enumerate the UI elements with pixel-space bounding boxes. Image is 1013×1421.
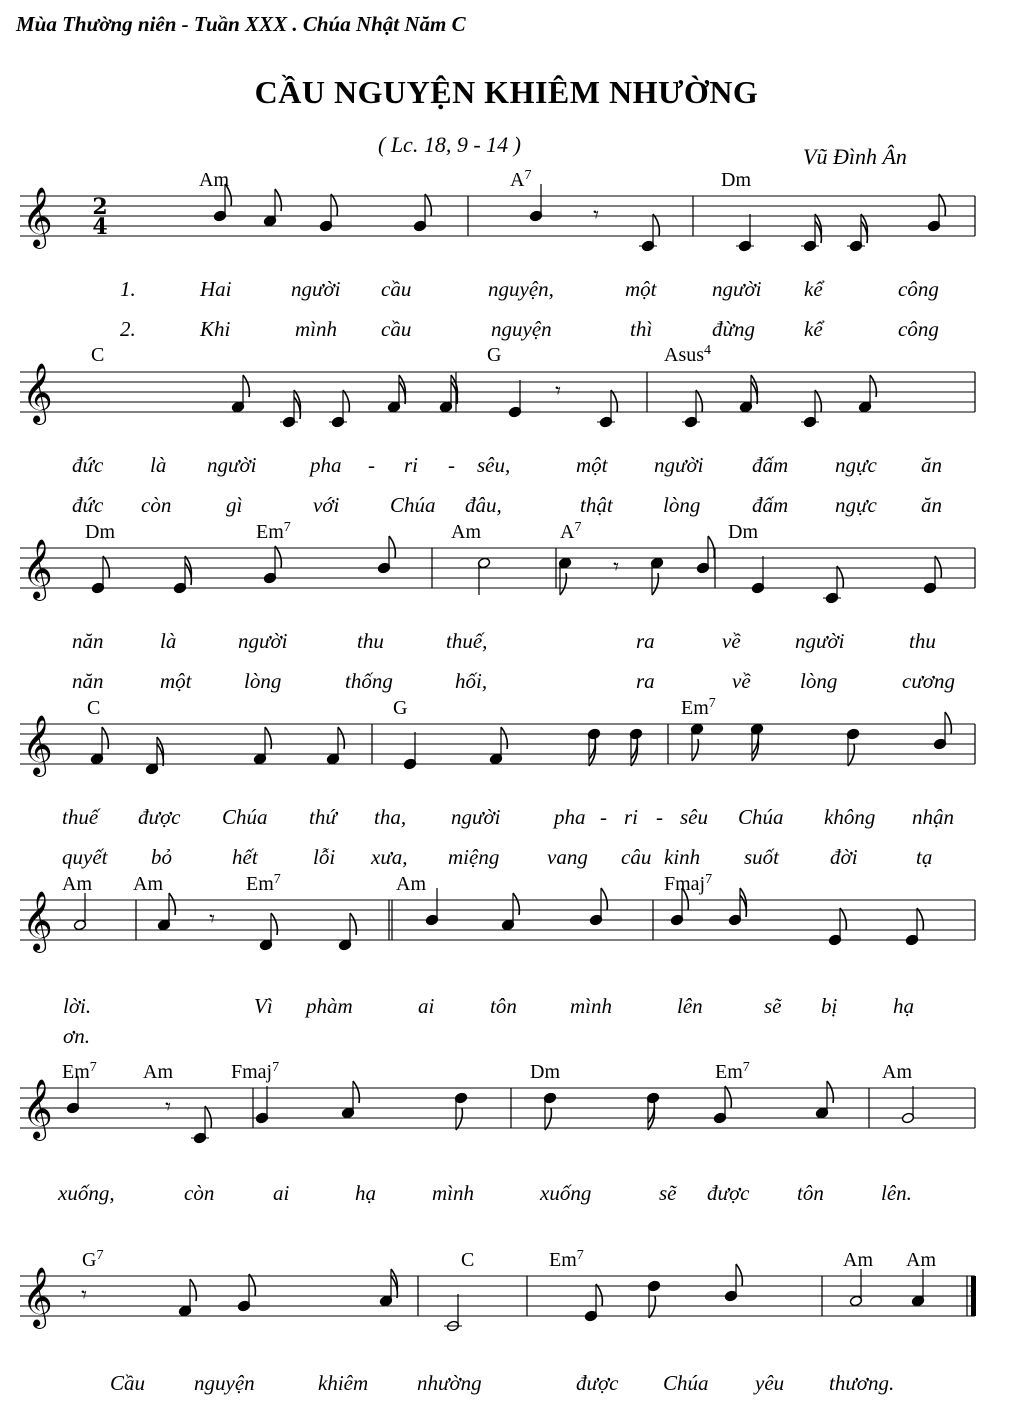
note-flag	[870, 375, 876, 397]
lyric-syllable: một	[625, 277, 657, 301]
chord-symbol: Fmaj$^7$	[664, 872, 713, 895]
lyric-syllable: đức	[72, 453, 104, 477]
lyric-syllable: Khi	[200, 317, 231, 341]
lyric-syllable: về	[722, 629, 741, 653]
note-flag	[939, 194, 945, 216]
chord-symbol: Em$^7$	[246, 872, 281, 895]
lyric-syllable: đời	[830, 845, 858, 869]
lyric-syllable: pha	[310, 453, 342, 477]
lyric-syllable: lên.	[881, 1181, 912, 1205]
lyric-syllable: lòng	[663, 493, 701, 517]
time-signature-bottom: 4	[92, 214, 108, 240]
lyric-syllable: ngực	[835, 493, 877, 517]
lyric-syllable: suốt	[744, 845, 780, 869]
lyric-syllable: -	[656, 805, 663, 829]
lyric-syllable: gì	[226, 493, 243, 517]
lyric-syllable: bị	[821, 994, 838, 1018]
lyric-syllable: thống	[345, 669, 393, 693]
chord-symbol: Dm	[728, 521, 758, 543]
lyric-syllable: ra	[636, 629, 655, 653]
eighth-rest: 𝄾	[593, 203, 599, 228]
lyric-syllable: còn	[184, 1181, 215, 1205]
eighth-rest: 𝄾	[555, 379, 561, 404]
lyric-syllable: mình	[432, 1181, 474, 1205]
chord-symbol: Asus$^4$	[664, 343, 712, 366]
eighth-rest: 𝄾	[970, 1283, 976, 1308]
lyric-syllable: hạ	[355, 1181, 376, 1205]
lyric-syllable: lời.	[63, 994, 92, 1018]
treble-clef: 𝄞	[22, 187, 53, 247]
lyric-syllable: Hai	[200, 277, 232, 301]
lyric-syllable: người	[238, 629, 288, 653]
note-flag	[190, 1279, 196, 1301]
lyric-syllable: người	[654, 453, 704, 477]
note-flag	[350, 913, 356, 935]
note-flag	[275, 546, 281, 568]
lyric-syllable: yêu	[755, 1371, 785, 1395]
lyric-syllable: sẽ	[764, 994, 782, 1018]
lyric-syllable: thuế,	[446, 629, 488, 653]
chord-symbol: Am	[396, 873, 426, 895]
lyric-syllable: nguyện	[491, 317, 552, 341]
chord-symbol: Em$^7$	[256, 520, 291, 543]
scripture-reference: ( Lc. 18, 9 - 14 )	[378, 132, 521, 157]
lyric-syllable: còn	[141, 493, 172, 517]
lyric-syllable: Vì	[254, 994, 273, 1018]
lyric-syllable: đấm	[752, 493, 789, 517]
song-title: CẦU NGUYỆN KHIÊM NHƯỜNG	[254, 74, 759, 110]
chord-symbol: G	[393, 697, 408, 719]
lyric-syllable: công	[898, 317, 939, 341]
chord-symbol: C	[461, 1249, 475, 1271]
lyric-syllable: người	[207, 453, 257, 477]
lyric-syllable: một	[160, 669, 192, 693]
chord-symbol: $A^7$	[510, 168, 532, 191]
lyric-syllable: đâu,	[465, 493, 502, 517]
lyric-syllable: ngực	[835, 453, 877, 477]
chord-symbol: Am	[143, 1061, 173, 1083]
chord-symbol: Am	[843, 1249, 873, 1271]
staff-system-3	[20, 536, 975, 604]
lyric-syllable: là	[150, 453, 167, 477]
lyric-syllable: đấm	[752, 453, 789, 477]
note-flag	[560, 573, 566, 595]
lyric-syllable: người	[712, 277, 762, 301]
lyric-syllable: -	[448, 453, 455, 477]
treble-clef: 𝄞	[22, 715, 53, 775]
note-flag	[815, 390, 821, 412]
note-flag	[103, 556, 109, 578]
note-flag	[205, 1106, 211, 1128]
lyric-syllable: ra	[636, 669, 655, 693]
lyric-syllable: mình	[295, 317, 337, 341]
lyric-syllable: tôn	[797, 1181, 824, 1205]
lyric-syllable: được	[707, 1181, 750, 1205]
lyric-syllable: 1.	[120, 277, 136, 301]
treble-clef: 𝄞	[22, 891, 53, 951]
lyric-syllable: cương	[902, 669, 955, 693]
note-flag	[545, 1108, 551, 1130]
note-flag	[102, 727, 108, 749]
note-flag	[249, 1274, 255, 1296]
lyric-syllable: là	[160, 629, 177, 653]
lyric-syllable: sẽ	[659, 1181, 677, 1205]
chord-symbol: G	[487, 344, 502, 366]
lyric-syllable: pha	[554, 805, 586, 829]
note-flag	[827, 1081, 833, 1103]
time-signature-top: 2	[92, 194, 108, 220]
chord-symbol: Fmaj$^7$	[231, 1060, 280, 1083]
lyric-syllable: xuống,	[58, 1181, 115, 1205]
note-flag	[425, 194, 431, 216]
lyric-syllable: một	[576, 453, 608, 477]
lyric-syllable: công	[898, 277, 939, 301]
note-flag	[692, 739, 698, 761]
lyric-syllable: câu	[621, 845, 652, 869]
eighth-rest: 𝄾	[81, 1283, 87, 1308]
note-flag	[275, 189, 281, 211]
lyric-syllable: được	[576, 1371, 619, 1395]
note-flag	[837, 566, 843, 588]
lyric-syllable: nhường	[417, 1371, 482, 1395]
lyric-syllable: -	[368, 453, 375, 477]
chord-symbol: Em$^7$	[681, 696, 716, 719]
lyric-syllable: người	[795, 629, 845, 653]
lyric-syllable: thu	[909, 629, 936, 653]
lyric-syllable: Chúa	[738, 805, 784, 829]
lyric-syllable: kinh	[664, 845, 701, 869]
note-flag	[353, 1081, 359, 1103]
lyric-syllable: đức	[72, 493, 104, 517]
note-flag	[265, 727, 271, 749]
lyric-syllable: với	[313, 493, 340, 517]
note-flag	[501, 727, 507, 749]
staff-system-4	[20, 712, 975, 777]
chord-symbol: Am	[882, 1061, 912, 1083]
lyric-syllable: xuống	[540, 1181, 592, 1205]
note-flag	[271, 913, 277, 935]
lyric-syllable: ơn.	[63, 1024, 90, 1048]
note-flag	[596, 1284, 602, 1306]
lyric-syllable: 2.	[120, 317, 136, 341]
lyric-syllable: tôn	[490, 994, 517, 1018]
lyric-syllable: sêu,	[477, 453, 511, 477]
lyric-syllable: Chúa	[222, 805, 268, 829]
chord-symbol: C	[87, 697, 101, 719]
lyric-syllable: Chúa	[390, 493, 436, 517]
note-flag	[649, 1296, 655, 1318]
lyric-syllable: thứ	[309, 805, 337, 829]
note-flag	[331, 194, 337, 216]
staff-system-6	[20, 1076, 975, 1144]
chord-symbol: Em$^7$	[715, 1060, 750, 1083]
note-flag	[917, 908, 923, 930]
lyric-syllable: miệng	[448, 845, 500, 869]
note-flag	[736, 1264, 742, 1286]
lyric-syllable: ăn	[921, 493, 942, 517]
note-flag	[389, 536, 395, 558]
composer-name: Vũ Đình Ân	[803, 144, 907, 169]
lyric-syllable: khiêm	[318, 1371, 369, 1395]
lyric-syllable: người	[291, 277, 341, 301]
treble-clef: 𝄞	[22, 363, 53, 423]
eighth-rest: 𝄾	[613, 555, 619, 580]
note-flag	[653, 214, 659, 236]
treble-clef: 𝄞	[22, 1079, 53, 1139]
chord-symbol: Am	[906, 1249, 936, 1271]
chord-symbol: $G^7$	[82, 1248, 104, 1271]
chord-symbol: C	[91, 344, 105, 366]
chord-symbol: Am	[199, 169, 229, 191]
lyric-syllable: hối,	[455, 669, 488, 693]
liturgical-season-header: Mùa Thường niên - Tuần XXX . Chúa Nhật Năm C	[16, 12, 466, 36]
staff-system-5	[20, 888, 975, 953]
chord-symbol: Dm	[530, 1061, 560, 1083]
lyric-syllable: kể	[804, 317, 823, 341]
note-flag	[696, 390, 702, 412]
note-flag	[708, 536, 714, 558]
lyric-syllable: Chúa	[663, 1371, 709, 1395]
note-flag	[935, 556, 941, 578]
treble-clef: 𝄞	[22, 1267, 53, 1327]
lyric-syllable: -	[600, 805, 607, 829]
note-flag	[456, 1108, 462, 1130]
note-flag	[848, 744, 854, 766]
chord-symbol: Am	[133, 873, 163, 895]
eighth-rest: 𝄾	[165, 1095, 171, 1120]
lyric-syllable: mình	[570, 994, 612, 1018]
staff-system-7	[20, 1264, 976, 1332]
lyric-syllable: lên	[677, 994, 703, 1018]
staff-system-1	[20, 184, 975, 252]
lyric-syllable: cầu	[381, 277, 412, 301]
lyric-syllable: ri	[624, 805, 639, 829]
note-flag	[343, 390, 349, 412]
lyric-syllable: thuế	[62, 805, 99, 829]
lyric-syllable: năn	[72, 669, 104, 693]
lyric-syllable: vang	[547, 845, 588, 869]
lyric-syllable: được	[138, 805, 181, 829]
lyric-syllable: năn	[72, 629, 104, 653]
lyric-syllable: ăn	[921, 453, 942, 477]
lyric-syllable: thương.	[829, 1371, 895, 1395]
chord-symbol: Dm	[721, 169, 751, 191]
staff-system-2	[20, 363, 975, 428]
lyric-syllable: đừng	[712, 317, 755, 341]
chord-symbol: Am	[451, 521, 481, 543]
treble-clef: 𝄞	[22, 539, 53, 599]
lyric-syllable: bỏ	[151, 845, 172, 869]
note-flag	[513, 893, 519, 915]
lyric-syllable: lỗi	[313, 845, 336, 869]
lyric-syllable: ai	[418, 994, 435, 1018]
lyric-syllable: thu	[357, 629, 384, 653]
lyric-syllable: thì	[630, 317, 653, 341]
note-flag	[945, 712, 951, 734]
lyric-syllable: ri	[404, 453, 419, 477]
chord-symbol: $A^7$	[560, 520, 582, 543]
lyric-syllable: nguyện,	[488, 277, 554, 301]
note-flag	[601, 888, 607, 910]
lyric-syllable: quyết	[62, 845, 108, 869]
lyric-syllable: cầu	[381, 317, 412, 341]
note-flag	[840, 908, 846, 930]
lyric-syllable: lòng	[800, 669, 838, 693]
lyric-syllable: Cầu	[110, 1371, 146, 1395]
lyric-syllable: xưa,	[371, 845, 408, 869]
lyric-syllable: hết	[232, 845, 258, 869]
chord-symbol: Em$^7$	[549, 1248, 584, 1271]
note-flag	[652, 573, 658, 595]
note-flag	[243, 375, 249, 397]
lyric-syllable: lòng	[244, 669, 282, 693]
lyric-syllable: ai	[273, 1181, 290, 1205]
lyric-syllable: hạ	[893, 994, 914, 1018]
note-flag	[611, 390, 617, 412]
lyric-syllable: về	[732, 669, 751, 693]
note-flag	[338, 727, 344, 749]
chord-symbol: Dm	[85, 521, 115, 543]
lyric-syllable: thật	[580, 493, 613, 517]
note-flag	[725, 1086, 731, 1108]
lyric-syllable: tạ	[916, 845, 933, 869]
lyric-syllable: phàm	[306, 994, 353, 1018]
lyric-syllable: nhận	[912, 805, 954, 829]
lyric-syllable: không	[824, 805, 876, 829]
chord-symbol: Am	[62, 873, 92, 895]
eighth-rest: 𝄾	[209, 907, 215, 932]
chord-symbol: Em$^7$	[62, 1060, 97, 1083]
lyric-syllable: sêu	[680, 805, 708, 829]
lyric-syllable: người	[451, 805, 501, 829]
note-flag	[169, 893, 175, 915]
lyric-syllable: kể	[804, 277, 823, 301]
lyric-syllable: nguyện	[194, 1371, 255, 1395]
lyric-syllable: tha,	[374, 805, 407, 829]
